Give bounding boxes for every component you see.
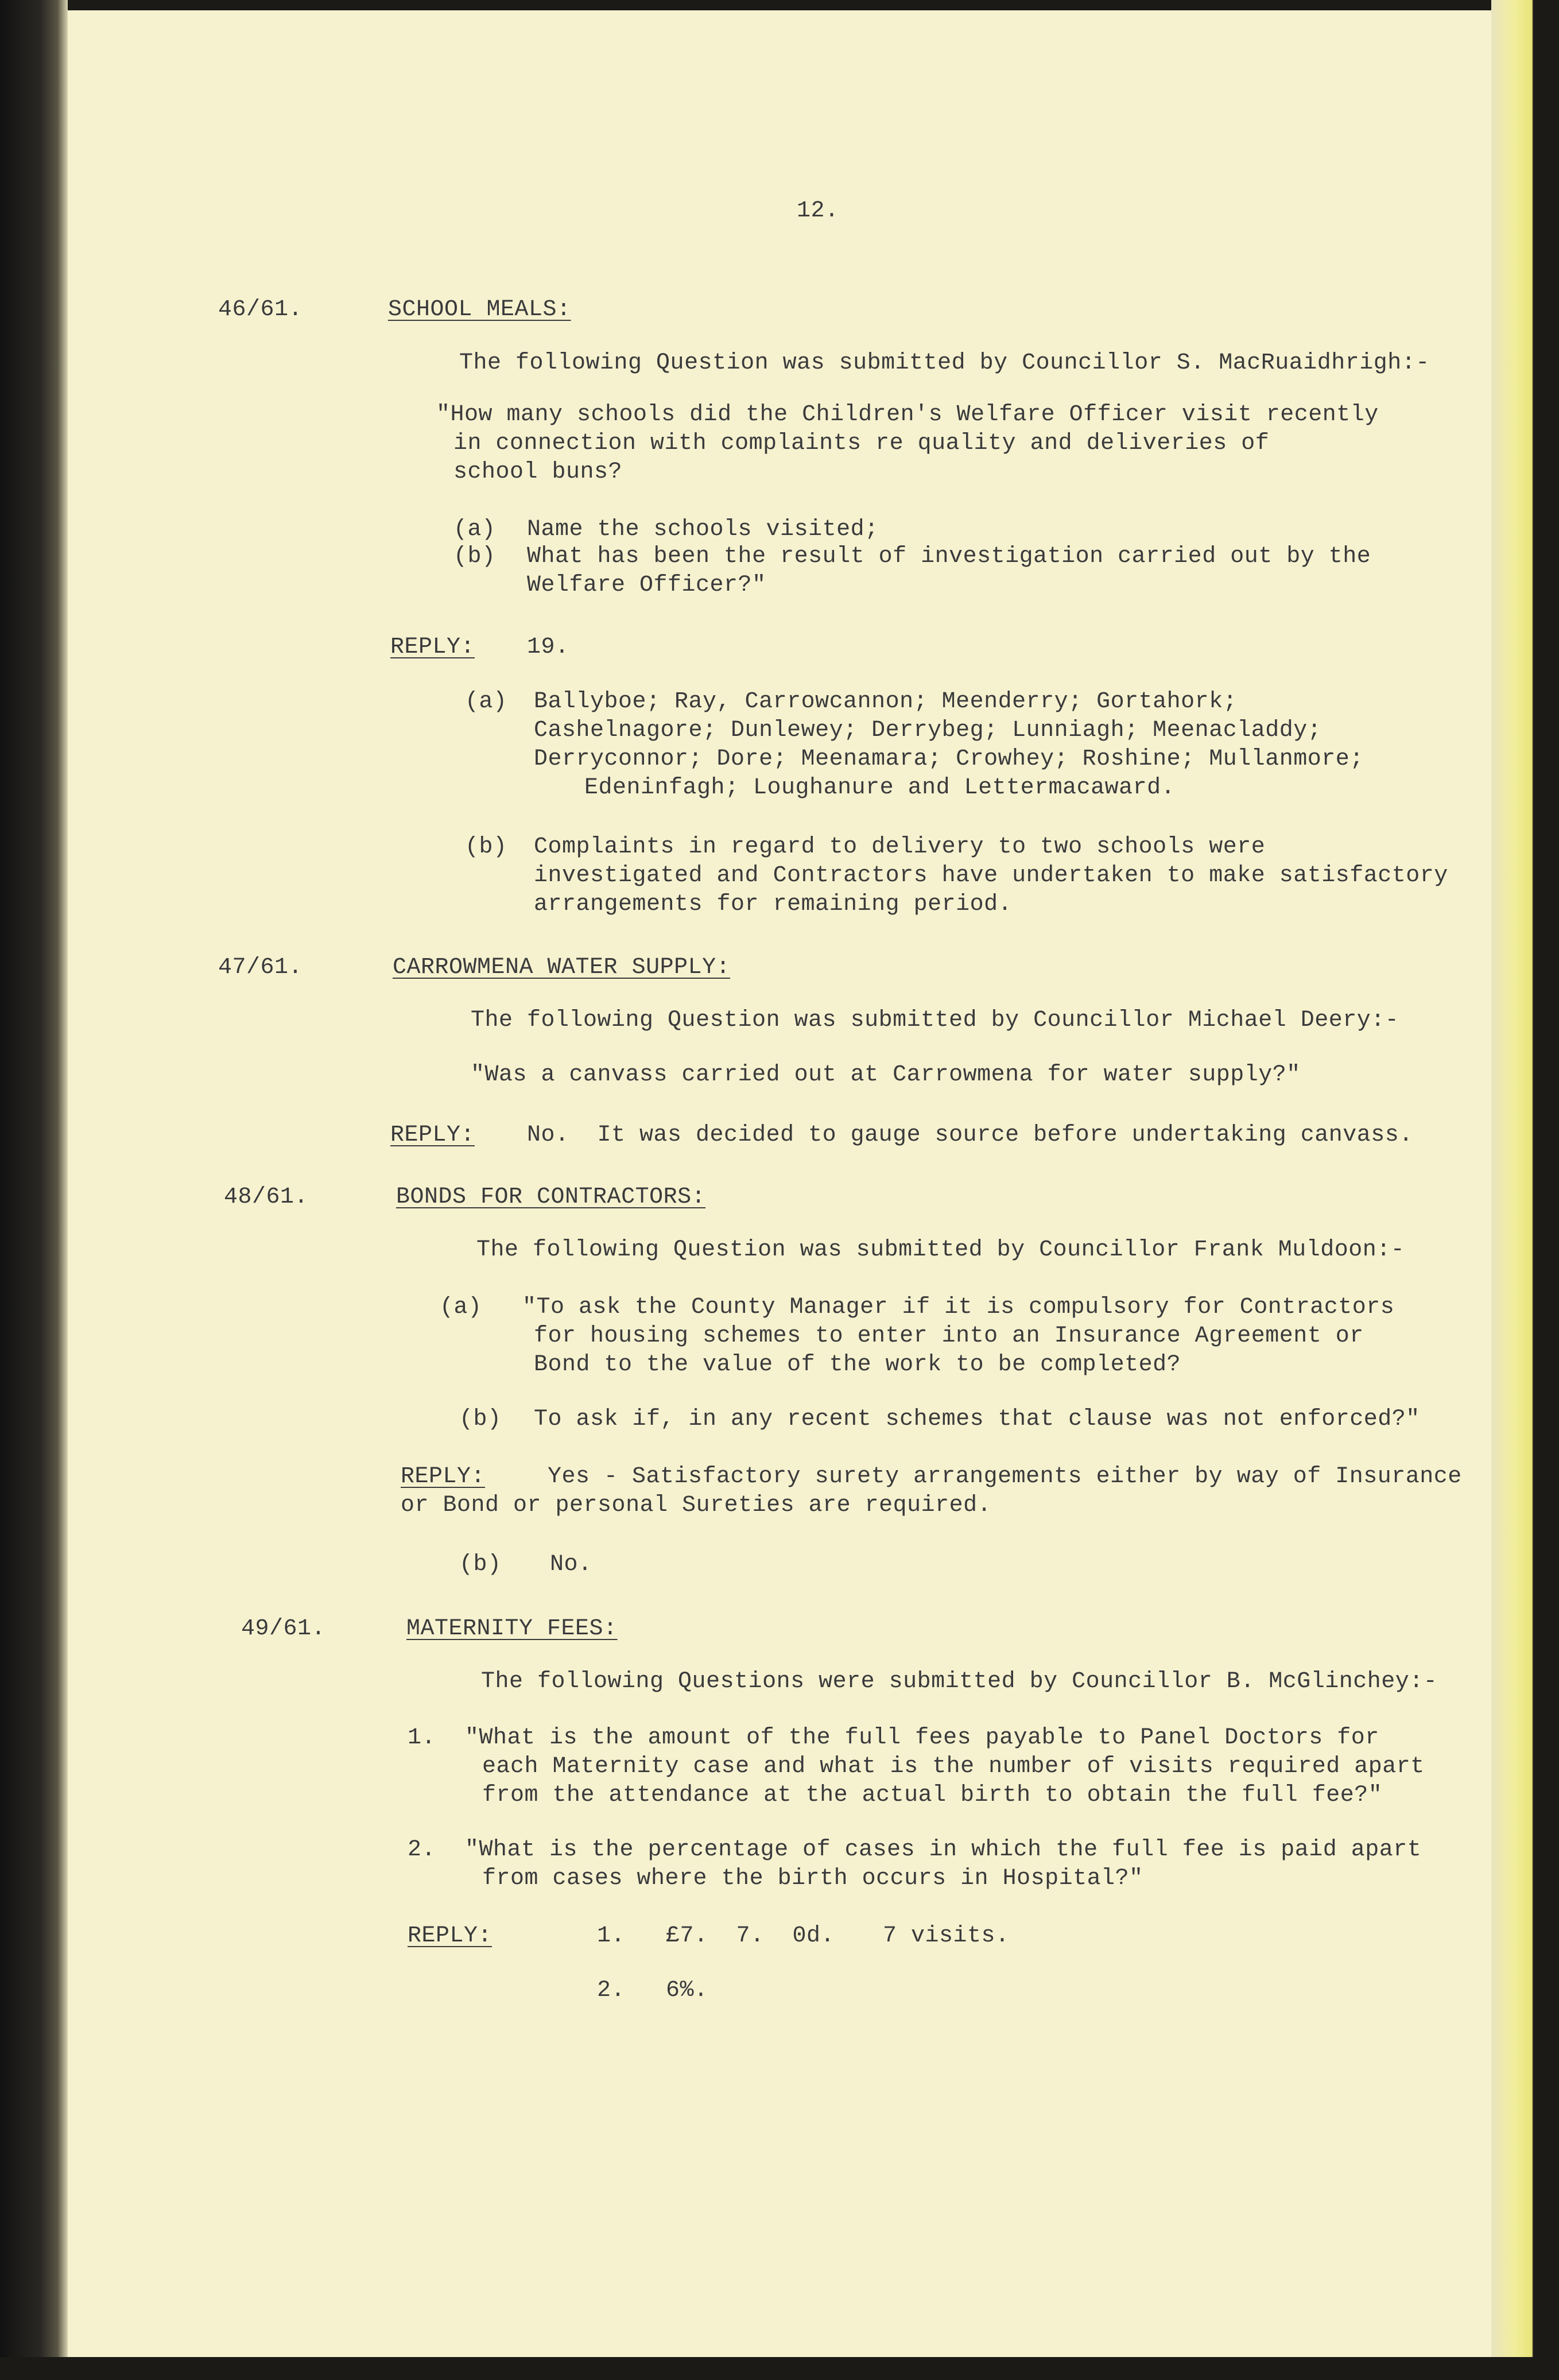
question-46-a-label: (a) [453, 517, 496, 542]
reply-label-47: REPLY: [390, 1122, 475, 1148]
heading-carrowmena-water-supply: CARROWMENA WATER SUPPLY: [393, 955, 731, 980]
reply-46-b-line-2: investigated and Contractors have undertaken to make satisfactory [534, 863, 1448, 889]
question-49-2-label: 2. [408, 1837, 436, 1863]
reply-48-b-text: No. [550, 1552, 592, 1577]
intro-49: The following Questions were submitted by Councillor B. McGlinchey:- [481, 1669, 1438, 1695]
item-number-47: 47/61. [218, 955, 303, 980]
bottom-strip [0, 2357, 1559, 2380]
reply-46-a-line-3: Derryconnor; Dore; Meenamara; Crowhey; Roshine; Mullanmore; [534, 746, 1364, 772]
question-48-a-line-1: "To ask the County Manager if it is compulsory for Contractors [522, 1294, 1395, 1320]
page-number: 12. [797, 198, 839, 224]
reply-46-a-line-1: Ballyboe; Ray, Carrowcannon; Meenderry; Gortahork; [534, 689, 1238, 715]
reply-46-a-line-4: Edeninfagh; Loughanure and Lettermacaward. [584, 775, 1176, 801]
reply-49-1-label: 1. [597, 1923, 626, 1949]
question-46-line-2: in connection with complaints re quality and deliveries of [453, 431, 1270, 456]
binding-gutter [0, 0, 68, 2380]
question-49-1-line-2: each Maternity case and what is the number of visits required apart [482, 1754, 1425, 1780]
reply-label-48: REPLY: [401, 1464, 486, 1490]
heading-maternity-fees: MATERNITY FEES: [406, 1616, 618, 1642]
reply-48-line-1: Yes - Satisfactory surety arrangements either by way of Insurance [548, 1464, 1462, 1490]
question-49-1-label: 1. [408, 1725, 436, 1751]
item-number-46: 46/61. [218, 297, 303, 323]
reply-label-49: REPLY: [408, 1923, 492, 1949]
question-48-a-line-3: Bond to the value of the work to be completed? [534, 1352, 1181, 1378]
item-number-48: 48/61. [224, 1184, 309, 1210]
reply-48-line-2: or Bond or personal Sureties are required. [401, 1493, 992, 1518]
reply-49-1-amount: £7. 7. 0d. [666, 1923, 835, 1949]
intro-47: The following Question was submitted by Councillor Michael Deery:- [471, 1007, 1399, 1033]
question-46-a-text: Name the schools visited; [527, 517, 879, 542]
question-49-1-line-3: from the attendance at the actual birth to obtain the full fee?" [482, 1782, 1383, 1808]
question-49-1-line-1: "What is the amount of the full fees payable to Panel Doctors for [465, 1725, 1379, 1751]
question-48-b-text: To ask if, in any recent schemes that clause was not enforced?" [534, 1406, 1420, 1432]
question-49-2-line-1: "What is the percentage of cases in which the full fee is paid apart [465, 1837, 1422, 1863]
question-46-line-1: "How many schools did the Children's Welfare Officer visit recently [436, 402, 1379, 428]
heading-school-meals: SCHOOL MEALS: [388, 297, 571, 323]
question-46-b-line-1: What has been the result of investigation carried out by the [527, 544, 1371, 569]
question-48-a-label: (a) [440, 1294, 482, 1320]
question-46-line-3: school buns? [453, 459, 623, 485]
intro-48: The following Question was submitted by Councillor Frank Muldoon:- [476, 1237, 1405, 1263]
intro-46: The following Question was submitted by Councillor S. MacRuaidhrigh:- [459, 350, 1430, 376]
document-page [68, 10, 1491, 2370]
reply-46-b-line-1: Complaints in regard to delivery to two schools were [534, 834, 1266, 860]
reply-47-text: No. It was decided to gauge source before undertaking canvass. [527, 1122, 1413, 1148]
question-46-b-line-2: Welfare Officer?" [527, 572, 766, 598]
reply-49-1-visits: 7 visits. [883, 1923, 1010, 1949]
reply-label-46: REPLY: [390, 634, 475, 660]
question-49-2-line-2: from cases where the birth occurs in Hospital?" [482, 1866, 1143, 1891]
reply-49-2-text: 6%. [666, 1978, 708, 2003]
reply-46-a-label: (a) [465, 689, 507, 715]
item-number-49: 49/61. [241, 1616, 326, 1642]
reply-48-b-label: (b) [459, 1552, 502, 1577]
reply-46-text: 19. [527, 634, 569, 660]
question-47: "Was a canvass carried out at Carrowmena for water supply?" [471, 1062, 1301, 1088]
question-46-b-label: (b) [453, 544, 496, 569]
heading-bonds-for-contractors: BONDS FOR CONTRACTORS: [396, 1184, 706, 1210]
reply-46-b-label: (b) [465, 834, 507, 860]
reply-46-b-line-3: arrangements for remaining period. [534, 891, 1013, 917]
reply-49-2-label: 2. [597, 1978, 626, 2003]
page-edge [1491, 0, 1559, 2380]
question-48-a-line-2: for housing schemes to enter into an Insurance Agreement or [534, 1323, 1364, 1349]
question-48-b-label: (b) [459, 1406, 502, 1432]
reply-46-a-line-2: Cashelnagore; Dunlewey; Derrybeg; Lunniagh; Meenacladdy; [534, 718, 1322, 743]
